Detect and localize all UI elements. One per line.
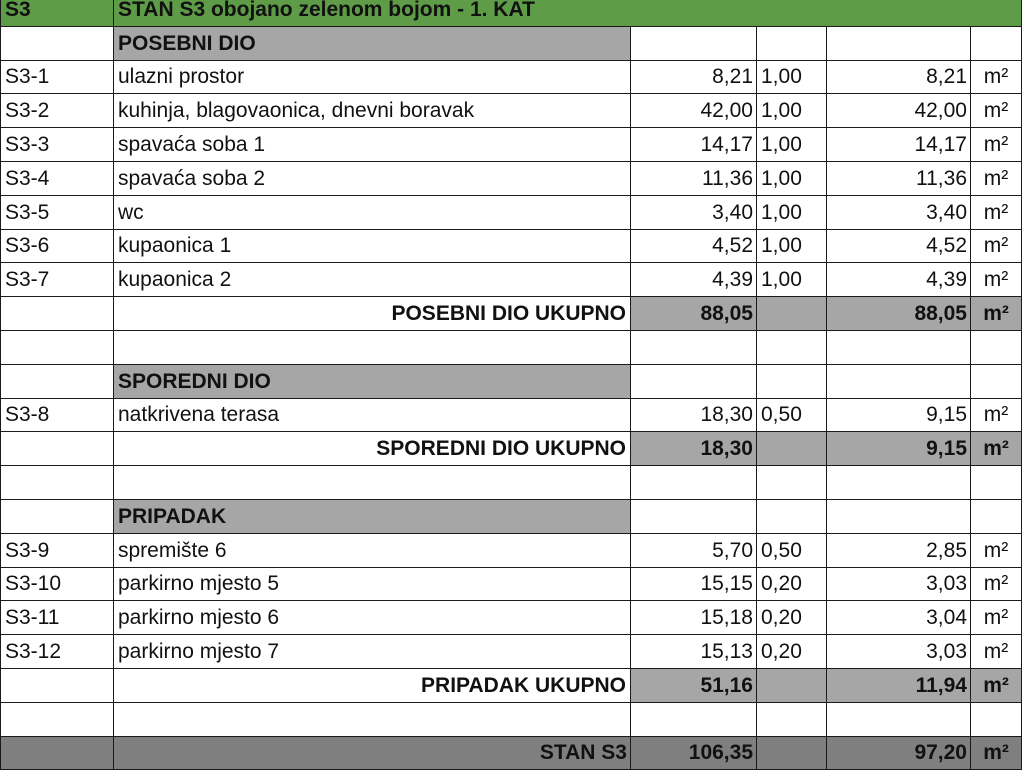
area-cell[interactable]: 14,17	[631, 128, 757, 162]
cell-empty[interactable]	[1, 432, 114, 466]
unit-cell[interactable]: m²	[971, 94, 1022, 128]
net-area-cell[interactable]: 3,03	[827, 567, 971, 601]
subtotal-label-cell[interactable]: SPOREDNI DIO UKUPNO	[114, 432, 631, 466]
spacer-row	[1, 330, 1022, 364]
cell-empty[interactable]	[971, 364, 1022, 398]
subtotal-area-cell[interactable]: 88,05	[631, 297, 757, 331]
room-name-cell[interactable]: spremište 6	[114, 533, 631, 567]
table-row	[1, 161, 1022, 195]
table-body	[1, 0, 1022, 770]
cell-empty[interactable]	[1, 330, 114, 364]
subtotal-row	[1, 668, 1022, 702]
cell-empty[interactable]	[1, 702, 114, 736]
subtotal-net-cell[interactable]: 11,94	[827, 668, 971, 702]
cell-empty[interactable]	[1, 668, 114, 702]
cell-empty[interactable]	[827, 466, 971, 500]
room-name-cell[interactable]: spavaća soba 2	[114, 161, 631, 195]
total-unit-cell[interactable]: m²	[971, 736, 1022, 770]
net-area-cell[interactable]: 11,36	[827, 161, 971, 195]
total-row	[1, 736, 1022, 770]
room-name-cell[interactable]: kuhinja, blagovaonica, dnevni boravak	[114, 94, 631, 128]
section-row	[1, 26, 1022, 60]
area-cell[interactable]: 5,70	[631, 533, 757, 567]
subtotal-area-cell[interactable]: 18,30	[631, 432, 757, 466]
table-row	[1, 635, 1022, 669]
area-cell[interactable]: 42,00	[631, 94, 757, 128]
room-code-cell[interactable]: S3-3	[1, 128, 114, 162]
unit-cell[interactable]: m²	[971, 60, 1022, 94]
cell-empty[interactable]	[631, 364, 757, 398]
factor-cell[interactable]: 0,20	[757, 601, 827, 635]
unit-cell[interactable]: m²	[971, 161, 1022, 195]
cell-empty[interactable]	[1, 499, 114, 533]
factor-cell[interactable]: 0,50	[757, 398, 827, 432]
section-title-cell[interactable]: SPOREDNI DIO	[114, 364, 631, 398]
cell-empty[interactable]	[1, 736, 114, 770]
subtotal-unit-cell[interactable]: m²	[971, 432, 1022, 466]
cell-empty[interactable]	[827, 499, 971, 533]
room-name-cell[interactable]: spavaća soba 1	[114, 128, 631, 162]
net-area-cell[interactable]: 3,04	[827, 601, 971, 635]
room-name-cell[interactable]: parkirno mjesto 7	[114, 635, 631, 669]
cell-empty[interactable]	[971, 702, 1022, 736]
section-title-cell[interactable]: POSEBNI DIO	[114, 26, 631, 60]
room-name-cell[interactable]: wc	[114, 195, 631, 229]
cell-empty[interactable]	[971, 499, 1022, 533]
factor-cell[interactable]: 1,00	[757, 161, 827, 195]
net-area-cell[interactable]: 14,17	[827, 128, 971, 162]
unit-cell[interactable]: m²	[971, 601, 1022, 635]
subtotal-label-cell[interactable]: PRIPADAK UKUPNO	[114, 668, 631, 702]
subtotal-unit-cell[interactable]: m²	[971, 668, 1022, 702]
subtotal-area-cell[interactable]: 51,16	[631, 668, 757, 702]
room-name-cell[interactable]: ulazni prostor	[114, 60, 631, 94]
factor-cell[interactable]: 1,00	[757, 128, 827, 162]
room-name-cell[interactable]: natkrivena terasa	[114, 398, 631, 432]
room-name-cell[interactable]: parkirno mjesto 6	[114, 601, 631, 635]
table-row	[1, 60, 1022, 94]
area-cell[interactable]: 3,40	[631, 195, 757, 229]
subtotal-label-cell[interactable]: POSEBNI DIO UKUPNO	[114, 297, 631, 331]
subtotal-net-cell[interactable]: 88,05	[827, 297, 971, 331]
total-label-cell[interactable]: STAN S3	[114, 736, 631, 770]
unit-cell[interactable]: m²	[971, 263, 1022, 297]
net-area-cell[interactable]: 8,21	[827, 60, 971, 94]
subtotal-unit-cell[interactable]: m²	[971, 297, 1022, 331]
room-code-cell[interactable]: S3-7	[1, 263, 114, 297]
cell-empty[interactable]	[757, 364, 827, 398]
net-area-cell[interactable]: 4,52	[827, 229, 971, 263]
unit-cell[interactable]: m²	[971, 567, 1022, 601]
table-row	[1, 601, 1022, 635]
cell-empty[interactable]	[757, 499, 827, 533]
room-name-cell[interactable]: kupaonica 2	[114, 263, 631, 297]
cell-empty[interactable]	[971, 466, 1022, 500]
factor-cell[interactable]: 1,00	[757, 60, 827, 94]
cell-empty[interactable]	[631, 26, 757, 60]
area-cell[interactable]: 15,18	[631, 601, 757, 635]
room-code-cell[interactable]: S3-4	[1, 161, 114, 195]
table-row	[1, 263, 1022, 297]
area-cell[interactable]: 11,36	[631, 161, 757, 195]
header-title-cell[interactable]: STAN S3 obojano zelenom bojom - 1. KAT	[114, 0, 1022, 26]
room-name-cell[interactable]: parkirno mjesto 5	[114, 567, 631, 601]
unit-cell[interactable]: m²	[971, 635, 1022, 669]
room-name-cell[interactable]: kupaonica 1	[114, 229, 631, 263]
cell-empty[interactable]	[757, 297, 827, 331]
cell-empty[interactable]	[757, 432, 827, 466]
factor-cell[interactable]: 1,00	[757, 94, 827, 128]
header-row	[1, 0, 1022, 26]
table-row	[1, 567, 1022, 601]
table-row	[1, 229, 1022, 263]
cell-empty[interactable]	[631, 702, 757, 736]
table-row	[1, 398, 1022, 432]
table-row	[1, 94, 1022, 128]
table-row	[1, 533, 1022, 567]
net-area-cell[interactable]: 4,39	[827, 263, 971, 297]
spacer-row	[1, 702, 1022, 736]
factor-cell[interactable]: 0,20	[757, 567, 827, 601]
cell-empty[interactable]	[631, 330, 757, 364]
net-area-cell[interactable]: 3,40	[827, 195, 971, 229]
room-code-cell[interactable]: S3-11	[1, 601, 114, 635]
cell-empty[interactable]	[827, 702, 971, 736]
room-code-cell[interactable]: S3-1	[1, 60, 114, 94]
area-cell[interactable]: 4,52	[631, 229, 757, 263]
total-net-cell[interactable]: 97,20	[827, 736, 971, 770]
cell-empty[interactable]	[114, 330, 631, 364]
net-area-cell[interactable]: 3,03	[827, 635, 971, 669]
net-area-cell[interactable]: 9,15	[827, 398, 971, 432]
unit-cell[interactable]: m²	[971, 229, 1022, 263]
cell-empty[interactable]	[114, 702, 631, 736]
section-row	[1, 499, 1022, 533]
room-code-cell[interactable]: S3-9	[1, 533, 114, 567]
subtotal-row	[1, 297, 1022, 331]
subtotal-row	[1, 432, 1022, 466]
factor-cell[interactable]: 1,00	[757, 263, 827, 297]
cell-empty[interactable]	[971, 330, 1022, 364]
section-row	[1, 364, 1022, 398]
factor-cell[interactable]: 1,00	[757, 195, 827, 229]
room-code-cell[interactable]: S3-5	[1, 195, 114, 229]
room-code-cell[interactable]: S3-2	[1, 94, 114, 128]
area-cell[interactable]: 18,30	[631, 398, 757, 432]
cell-empty[interactable]	[971, 26, 1022, 60]
unit-cell[interactable]: m²	[971, 533, 1022, 567]
area-cell[interactable]: 15,13	[631, 635, 757, 669]
cell-empty[interactable]	[1, 297, 114, 331]
cell-empty[interactable]	[1, 26, 114, 60]
room-code-cell[interactable]: S3-8	[1, 398, 114, 432]
cell-empty[interactable]	[757, 668, 827, 702]
factor-cell[interactable]: 0,50	[757, 533, 827, 567]
cell-empty[interactable]	[757, 466, 827, 500]
unit-cell[interactable]: m²	[971, 398, 1022, 432]
net-area-cell[interactable]: 42,00	[827, 94, 971, 128]
cell-empty[interactable]	[827, 330, 971, 364]
unit-cell[interactable]: m²	[971, 128, 1022, 162]
area-cell[interactable]: 8,21	[631, 60, 757, 94]
table-row	[1, 128, 1022, 162]
section-title-cell[interactable]: PRIPADAK	[114, 499, 631, 533]
total-area-cell[interactable]: 106,35	[631, 736, 757, 770]
factor-cell[interactable]: 1,00	[757, 229, 827, 263]
area-cell[interactable]: 4,39	[631, 263, 757, 297]
cell-empty[interactable]	[827, 26, 971, 60]
cell-empty[interactable]	[757, 736, 827, 770]
cell-empty[interactable]	[1, 364, 114, 398]
room-code-cell[interactable]: S3-10	[1, 567, 114, 601]
cell-empty[interactable]	[631, 466, 757, 500]
spacer-row	[1, 466, 1022, 500]
net-area-cell[interactable]: 2,85	[827, 533, 971, 567]
room-code-cell[interactable]: S3-6	[1, 229, 114, 263]
cell-empty[interactable]	[631, 499, 757, 533]
room-code-cell[interactable]: S3-12	[1, 635, 114, 669]
cell-empty[interactable]	[757, 26, 827, 60]
unit-cell[interactable]: m²	[971, 195, 1022, 229]
cell-empty[interactable]	[757, 702, 827, 736]
cell-empty[interactable]	[114, 466, 631, 500]
table-row	[1, 195, 1022, 229]
cell-empty[interactable]	[757, 330, 827, 364]
header-code-cell[interactable]: S3	[1, 0, 114, 26]
factor-cell[interactable]: 0,20	[757, 635, 827, 669]
area-cell[interactable]: 15,15	[631, 567, 757, 601]
cell-empty[interactable]	[827, 364, 971, 398]
subtotal-net-cell[interactable]: 9,15	[827, 432, 971, 466]
cell-empty[interactable]	[1, 466, 114, 500]
